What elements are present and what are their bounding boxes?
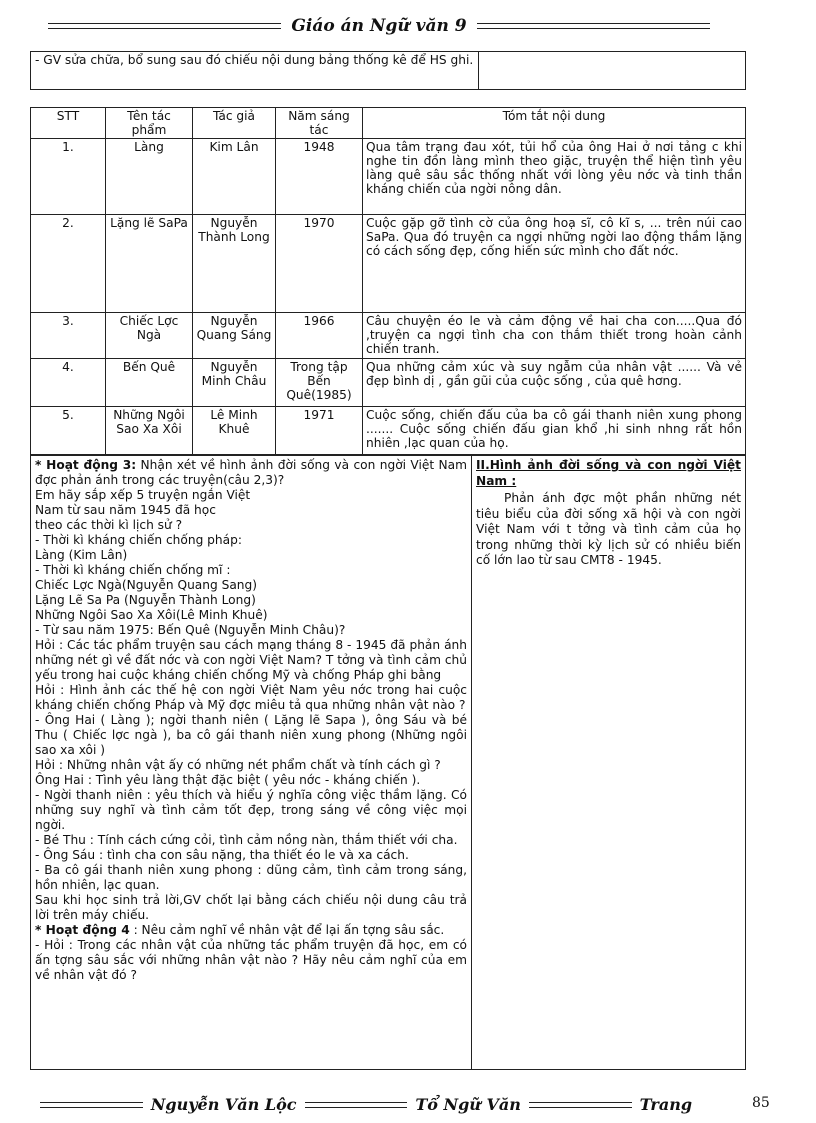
activity-line: Nam từ sau năm 1945 đã học [35,503,216,517]
activity-line: Hỏi : Những nhân vật ấy có những nét phẩm chất và tính cách gì ? [35,758,441,772]
row-title: Chiếc Lợc Ngà [106,313,193,359]
row-author: Nguyễn Quang Sáng [193,313,276,359]
activity-line: - Hỏi : Trong các nhân vật của những tác phẩm truyện đã học, em có ấn tợng sâu sắc với những nhân vật nào ? Hãy nêu cảm nghĩ của em về nhân vật đó ? [35,938,467,982]
activity-heading: * Hoạt động 3: [35,458,137,472]
activity-line: theo các thời kì lịch sử ? [35,518,183,532]
row-summary: Qua tâm trạng đau xót, tủi hổ của ông Hai ở nơi tảng c khi nghe tin đồn làng mình theo giặc, truyện thể hiện tình yêu làng quê sâu sắc thống nhất với lòng yêu nớc và tinh thần kháng chiến của ngời nông dân. [363,139,746,215]
page-header [48,12,710,40]
row-title: Lặng lẽ SaPa [106,215,193,313]
row-title: Bến Quê [106,359,193,407]
activity-table [30,455,746,1070]
row-author: Lê Minh Khuê [193,407,276,455]
table-row [31,313,746,359]
summary-header-row [31,108,746,139]
activity-line: - Ông Sáu : tình cha con sâu nặng, tha thiết éo le và xa cách. [35,848,409,862]
activity-line: Em hãy sắp xếp 5 truyện ngắn Việt [35,488,251,502]
activity-line: Làng (Kim Lân) [35,548,128,562]
row-title: Những Ngôi Sao Xa Xôi [106,407,193,455]
activity-line: - Ba cô gái thanh niên xung phong : dũng cảm, tình cảm trong sáng, hồn nhiên, lạc quan. [35,863,467,892]
footer-rule [305,1102,408,1108]
activity-line: Những Ngôi Sao Xa Xôi(Lê Minh Khuê) [35,608,268,622]
header-year: Năm sáng tác [276,108,363,139]
table-row [31,139,746,215]
row-year: 1970 [276,215,363,313]
activity-heading: * Hoạt động 4 [35,923,130,937]
activity-line: - Thời kì kháng chiến chống pháp: [35,533,242,547]
activity-line: - Từ sau năm 1975: Bến Quê (Nguyễn Minh Châu)? [35,623,346,637]
footer-group: Tổ Ngữ Văn [415,1095,521,1114]
notes-column [472,456,746,1070]
header-summary: Tóm tắt nội dung [363,108,746,139]
table-row [31,407,746,455]
row-author: Nguyễn Thành Long [193,215,276,313]
row-stt: 4. [31,359,106,407]
activity-line: Sau khi học sinh trả lời,GV chốt lại bằng cách chiếu nội dung câu trả lời trên máy chiếu. [35,893,467,922]
row-summary: Câu chuyện éo le và cảm động về hai cha con.....Qua đó ,truyện ca ngợi tình cha con thắm thiết trong hoàn cảnh chiến tranh. [363,313,746,359]
activity-line: * Hoạt động 4 : Nêu cảm nghĩ về nhân vật để lại ấn tợng sâu sắc. [35,923,445,937]
activity-line: Hỏi : Các tác phẩm truyện sau cách mạng tháng 8 - 1945 đã phản ánh những nét gì về đất nớc và con ngời Việt Nam? T tởng và tình cảm chủ yếu trong hai cuộc kháng chiến chống Mỹ và chống Pháp ghi bằng [35,638,467,682]
section-two-title: II.Hình ảnh đời sống và con ngời Việt Nam : [476,458,741,488]
header-title: Giáo án Ngữ văn 9 [291,16,467,36]
row-stt: 1. [31,139,106,215]
activity-line: - Ông Hai ( Làng ); ngời thanh niên ( Lặng lẽ Sapa ), ông Sáu và bé Thu ( Chiếc lợc ngà ), ba cô gái thanh niên xung phong (Những ngôi sao xa xôi ) [35,713,467,757]
header-rule-left [48,23,281,29]
row-year: 1966 [276,313,363,359]
activity-line: - Ngời thanh niên : yêu thích và hiểu ý nghĩa công việc thầm lặng. Có những suy nghĩ và tình cảm tốt đẹp, trong sáng về công việc mọi ngời. [35,788,467,832]
row-year: Trong tập Bến Quê(1985) [276,359,363,407]
header-title-col: Tên tác phẩm [106,108,193,139]
page-footer [40,1093,700,1117]
header-stt: STT [31,108,106,139]
header-author: Tác giả [193,108,276,139]
row-summary: Qua những cảm xúc và suy ngẫm của nhân vật ...... Và vẻ đẹp bình dị , gần gũi của cuộc sống , của quê hơng. [363,359,746,407]
row-author: Nguyễn Minh Châu [193,359,276,407]
header-rule-right [477,23,710,29]
table-row [31,215,746,313]
top-note-text: - GV sửa chữa, bổ sung sau đó chiếu nội dung bảng thống kê để HS ghi. [35,53,474,67]
activity-line: Chiếc Lợc Ngà(Nguyễn Quang Sang) [35,578,258,592]
summary-table [30,107,746,455]
activity-column [31,456,472,1070]
footer-rule [40,1102,143,1108]
page-number: 85 [752,1095,770,1111]
top-note-empty-cell [478,52,745,90]
row-summary: Cuộc sống, chiến đấu của ba cô gái thanh niên xung phong ....... Cuộc sống chiến đấu gian khổ ,hi sinh nhng rất hồn nhiên ,lạc quan của họ. [363,407,746,455]
top-note-cell [31,52,479,90]
activity-line: - Thời kì kháng chiến chống mĩ : [35,563,231,577]
section-two-text: Phản ánh đợc một phần những nét tiêu biểu của đời sống xã hội và con ngời Việt Nam với t tởng và tình cảm của họ trong những thời kỳ lịch sử có nhiều biến cố lớn lao từ sau CMT8 - 1945. [476,491,741,567]
activity-line: - Bé Thu : Tính cách cứng cỏi, tình cảm nồng nàn, thắm thiết với cha. [35,833,458,847]
footer-author: Nguyễn Văn Lộc [150,1095,297,1114]
activity-line: * Hoạt động 3: Nhận xét về hình ảnh đời sống và con ngời Việt Nam đợc phản ánh trong các truyện(câu 2,3)? [35,458,467,487]
table-row [31,359,746,407]
activity-line: Lặng Lẽ Sa Pa (Nguyễn Thành Long) [35,593,256,607]
row-stt: 3. [31,313,106,359]
footer-page-label: Trang [639,1095,693,1114]
activity-line: Hỏi : Hình ảnh các thế hệ con ngời Việt Nam yêu nớc trong hai cuộc kháng chiến chống Pháp và Mỹ đợc miêu tả qua những nhân vật nào ? [35,683,467,712]
row-author: Kim Lân [193,139,276,215]
row-year: 1971 [276,407,363,455]
activity-line: Ông Hai : Tình yêu làng thật đặc biệt ( yêu nớc - kháng chiến ). [35,773,421,787]
row-summary: Cuộc gặp gỡ tình cờ của ông hoạ sĩ, cô kĩ s, ... trên núi cao SaPa. Qua đó truyện ca ngợi những ngời lao động thầm lặng có cách sống đẹp, cống hiến sức mình cho đất nớc. [363,215,746,313]
row-title: Làng [106,139,193,215]
row-stt: 5. [31,407,106,455]
top-note-table [30,51,746,90]
footer-rule [529,1102,632,1108]
row-stt: 2. [31,215,106,313]
row-year: 1948 [276,139,363,215]
